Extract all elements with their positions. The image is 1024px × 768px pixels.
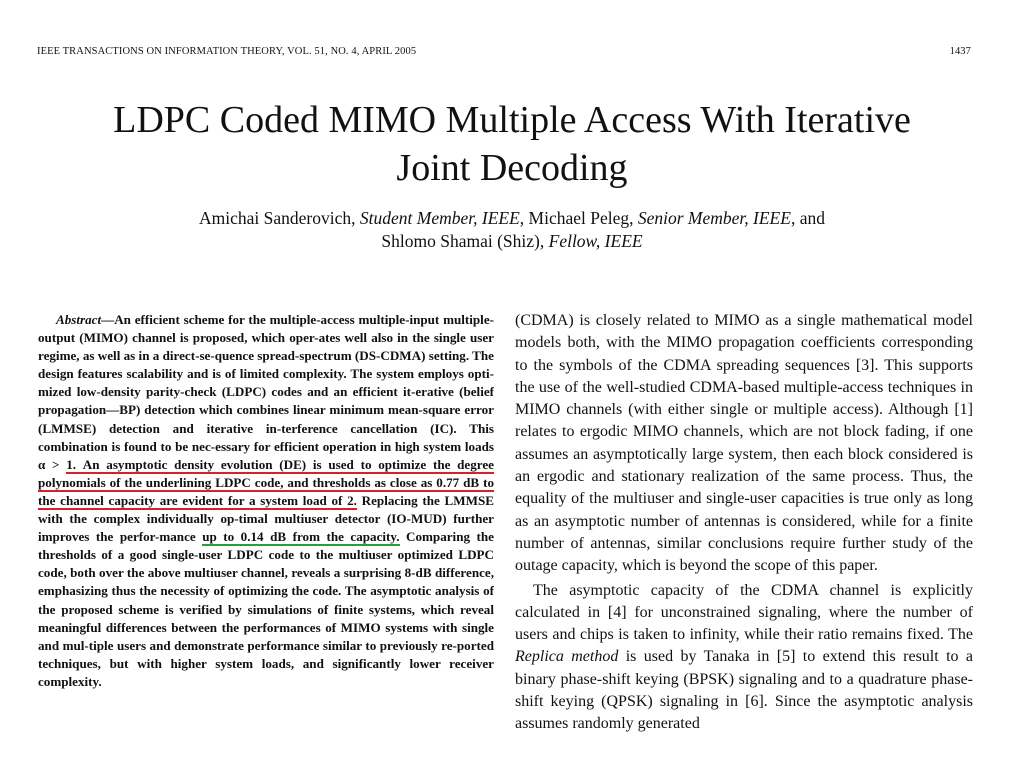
- author-list: [20, 207, 1004, 253]
- abstract-green-highlight: up to 0.14 dB from the capacity.: [202, 529, 400, 545]
- abstract: [38, 311, 494, 691]
- abstract-text-2: Replacing the LMMSE with the complex individually op-timal multiuser detector (IO-MUD) further improves the perfor-mance: [38, 492, 494, 545]
- author-and: , and: [790, 208, 825, 228]
- title-line-1: LDPC Coded MIMO Multiple Access With Iterative: [113, 99, 911, 141]
- replica-method-term: Replica method: [515, 648, 619, 666]
- running-header: [37, 46, 971, 62]
- journal-citation: IEEE TRANSACTIONS ON INFORMATION THEORY, VOL. 51, NO. 4, APRIL 2005: [37, 46, 417, 57]
- author-2-name: , Michael Peleg,: [519, 208, 634, 228]
- paper-title: [20, 96, 1004, 192]
- body-column-right: [515, 310, 973, 736]
- title-line-2: Joint Decoding: [396, 147, 628, 189]
- body-paragraph-1: (CDMA) is closely related to MIMO as a single mathematical model models both, with the MIMO propagation coefficients corresponding to the symbols of the CDMA spreading sequences [3]. This supports the use of the well-studied CDMA-based multiple-access techniques in MIMO channels (with either single or multiple access). Although [1] relates to ergodic MIMO channels, which are not block fading, if one assumes an asymptotically large system, then each block considered is an ergodic and stationary realization of the same process. Thus, the equality of the multiuser and single-user capacities is true only as long as an asymptotic number of antennas is considered, while for a finite number of antennas, similar conclusions require further study of the outage capacity, which is beyond the scope of this paper.: [515, 312, 973, 575]
- author-1-name: Amichai Sanderovich,: [199, 208, 356, 228]
- author-3-name: Shlomo Shamai (Shiz),: [381, 231, 545, 251]
- abstract-red-highlight: 1. An asymptotic density evolution (DE) is used to optimize the degree polynomials of the underlining LDPC code, and thresholds as close as 0.77 dB to the channel capacity are evident for a system load of 2.: [38, 456, 494, 508]
- author-3-role: Fellow, IEEE: [548, 231, 643, 251]
- author-1-role: Student Member, IEEE: [359, 208, 520, 228]
- body-paragraph-2-start: The asymptotic capacity of the CDMA channel is explicitly calculated in [4] for unconstrained signaling, where the number of users and chips is taken to infinity, while their ratio remains fixed. The: [515, 581, 973, 644]
- body-paragraph-2: [515, 580, 973, 736]
- page-number: 1437: [949, 46, 971, 57]
- abstract-label: Abstract: [56, 312, 102, 327]
- body-paragraph-2-end: is used by Tanaka in [5] to extend this result to a binary phase-shift keying (BPSK) signaling and to a quadrature phase-shift keying (QPSK) signaling in [6]. Since the asymptotic analysis assumes randomly generated: [515, 648, 974, 733]
- abstract-text-3: Comparing the thresholds of a good single-user LDPC code to the multiuser optimized LDPC code, both over the above multiuser channel, reveals a surprising 8-dB difference, emphasizing thus the necessity of optimizing the code. The asymptotic analysis of the proposed scheme is verified by simulations of finite systems, which reveal meaningful differences between the performances of MIMO systems with single and mul-tiple users and demonstrate performance similar to previously re-ported techniques, but with higher system loads, and significantly lower receiver complexity.: [38, 529, 494, 689]
- abstract-text-1: —An efficient scheme for the multiple-access multiple-input multiple-output (MIMO) channel is proposed, which oper-ates well also in the single user regime, as well as in a direct-se-quence spread-spectrum (DS-CDMA) setting. The design features scalability and is of limited complexity. The system employs opti-mized low-density parity-check (LDPC) codes and an efficient it-erative (belief propagation—BP) detection which combines linear minimum mean-square error (LMMSE) detection and iterative in-terference cancellation (IC). This combination is found to be nec-essary for efficient operation in high system loads α >: [38, 312, 494, 472]
- author-2-role: Senior Member, IEEE: [637, 208, 791, 228]
